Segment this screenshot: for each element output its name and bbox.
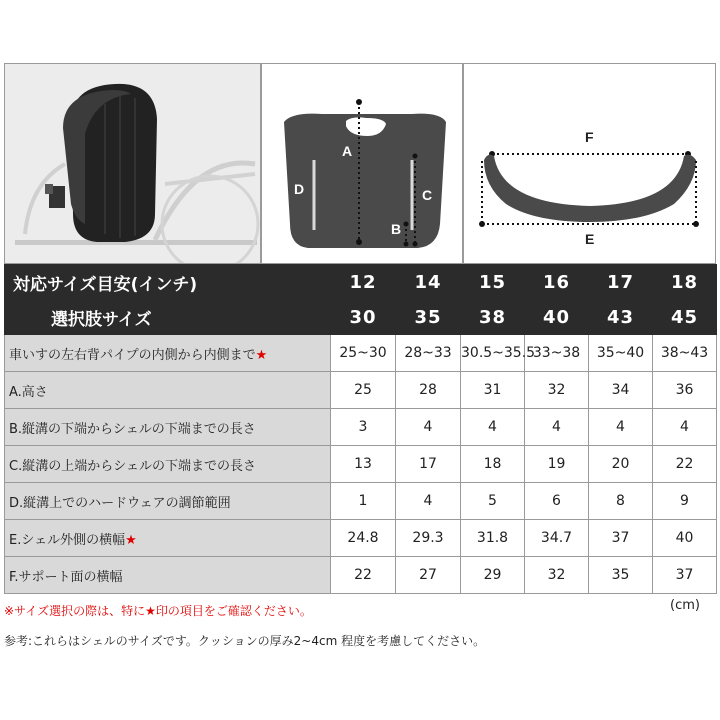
value-cell: 37 (653, 557, 717, 594)
value-cell: 37 (589, 520, 653, 557)
value-cell: 13 (331, 446, 396, 483)
size-cell: 35 (396, 300, 461, 335)
label-e: E (585, 231, 595, 247)
header-row-size (5, 300, 717, 335)
size-cell: 45 (653, 300, 717, 335)
value-cell: 19 (525, 446, 589, 483)
value-cell: 8 (589, 483, 653, 520)
value-cell: 31 (461, 372, 525, 409)
header-size-label: 選択肢サイズ (5, 300, 331, 335)
label-b: B (391, 221, 402, 237)
table-row (5, 557, 717, 594)
table-row (5, 409, 717, 446)
value-cell: 6 (525, 483, 589, 520)
value-cell: 1 (331, 483, 396, 520)
value-cell: 4 (525, 409, 589, 446)
value-cell: 5 (461, 483, 525, 520)
shell-front-diagram (261, 63, 463, 264)
row-label (5, 483, 331, 520)
value-cell: 25 (331, 372, 396, 409)
value-cell: 36 (653, 372, 717, 409)
value-cell: 31.8 (461, 520, 525, 557)
row-label-text: B.縦溝の下端からシェルの下端までの長さ (9, 421, 256, 437)
value-cell: 27 (396, 557, 461, 594)
table-row (5, 372, 717, 409)
row-label (5, 557, 331, 594)
value-cell: 4 (589, 409, 653, 446)
value-cell: 38~43 (653, 335, 717, 372)
inch-cell: 12 (331, 265, 396, 300)
row-label (5, 335, 331, 372)
value-cell: 28~33 (396, 335, 461, 372)
row-label-text: F.サポート面の横幅 (9, 569, 123, 585)
value-cell: 18 (461, 446, 525, 483)
value-cell: 4 (653, 409, 717, 446)
row-label-text: A.高さ (9, 384, 48, 400)
value-cell: 17 (396, 446, 461, 483)
size-cell: 40 (525, 300, 589, 335)
star-mark: ★ (125, 532, 137, 548)
label-a: A (342, 143, 353, 159)
value-cell: 22 (653, 446, 717, 483)
row-label-text: D.縦溝上でのハードウェアの調節範囲 (9, 495, 231, 511)
value-cell: 4 (396, 483, 461, 520)
row-label (5, 409, 331, 446)
reference-note: 参考:これらはシェルのサイズです。クッションの厚み2~4cm 程度を考慮してください。 (4, 634, 486, 648)
value-cell: 4 (461, 409, 525, 446)
label-f: F (585, 129, 594, 145)
table-row (5, 520, 717, 557)
value-cell: 28 (396, 372, 461, 409)
value-cell: 25~30 (331, 335, 396, 372)
header-inch-label: 対応サイズ目安(インチ) (5, 265, 331, 300)
shell-top-diagram (463, 63, 716, 264)
size-spec-table (4, 264, 717, 594)
row-label (5, 446, 331, 483)
value-cell: 32 (525, 557, 589, 594)
value-cell: 34 (589, 372, 653, 409)
value-cell: 20 (589, 446, 653, 483)
value-cell: 22 (331, 557, 396, 594)
size-cell: 43 (589, 300, 653, 335)
label-c: C (422, 187, 433, 203)
value-cell: 32 (525, 372, 589, 409)
value-cell: 24.8 (331, 520, 396, 557)
size-cell: 30 (331, 300, 396, 335)
inch-cell: 17 (589, 265, 653, 300)
value-cell: 3 (331, 409, 396, 446)
star-mark: ★ (255, 347, 268, 363)
size-selection-warning: ※サイズ選択の際は、特に★印の項目をご確認ください。 (4, 604, 312, 618)
row-label (5, 520, 331, 557)
value-cell: 30.5~35.5 (461, 335, 525, 372)
product-photo (4, 63, 261, 264)
inch-cell: 16 (525, 265, 589, 300)
inch-cell: 18 (653, 265, 717, 300)
inch-cell: 14 (396, 265, 461, 300)
row-label-text: 車いすの左右背パイプの内側から内側まで (9, 347, 256, 363)
table-row (5, 483, 717, 520)
header-row-inch (5, 265, 717, 300)
size-cell: 38 (461, 300, 525, 335)
table-row (5, 446, 717, 483)
value-cell: 40 (653, 520, 717, 557)
value-cell: 29.3 (396, 520, 461, 557)
value-cell: 35~40 (589, 335, 653, 372)
table-row (5, 335, 717, 372)
value-cell: 29 (461, 557, 525, 594)
unit-label: (cm) (670, 598, 700, 613)
row-label-text: E.シェル外側の横幅 (9, 532, 126, 548)
value-cell: 33~38 (525, 335, 589, 372)
value-cell: 9 (653, 483, 717, 520)
row-label (5, 372, 331, 409)
label-d: D (294, 181, 305, 197)
inch-cell: 15 (461, 265, 525, 300)
value-cell: 35 (589, 557, 653, 594)
value-cell: 4 (396, 409, 461, 446)
value-cell: 34.7 (525, 520, 589, 557)
row-label-text: C.縦溝の上端からシェルの下端までの長さ (9, 458, 256, 474)
